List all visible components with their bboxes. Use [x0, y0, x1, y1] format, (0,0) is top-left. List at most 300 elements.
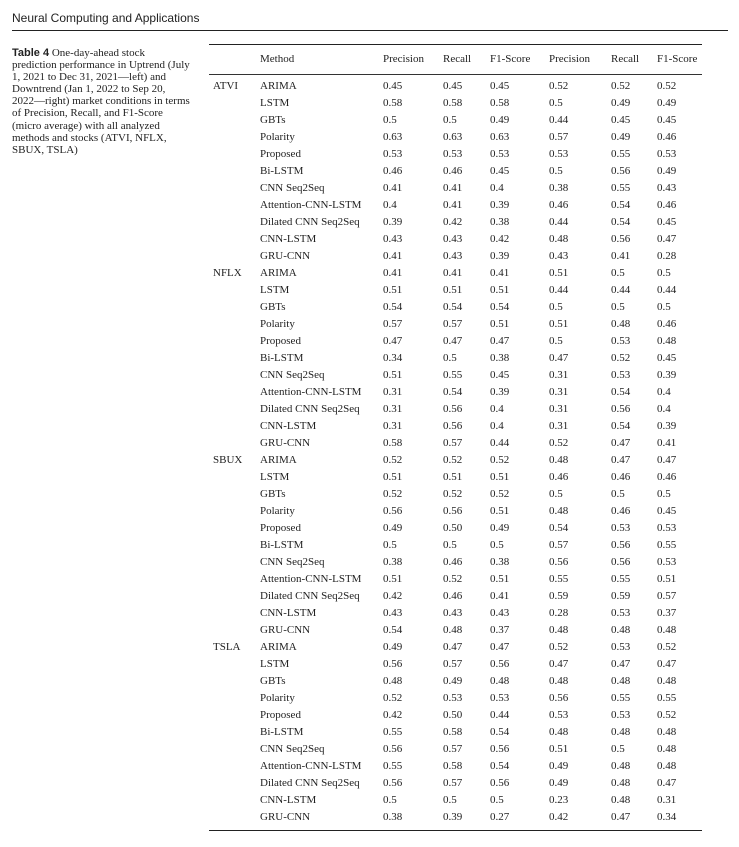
table-row: [209, 350, 702, 367]
cell-recall-uptrend: 0.47: [443, 335, 463, 347]
cell-recall-uptrend: 0.42: [443, 216, 463, 228]
cell-f1-downtrend: 0.37: [657, 607, 677, 619]
cell-f1-downtrend: 0.39: [657, 369, 677, 381]
cell-f1-downtrend: 0.48: [657, 675, 677, 687]
cell-recall-downtrend: 0.41: [611, 250, 631, 262]
cell-precision-downtrend: 0.56: [549, 692, 569, 704]
table-row: [209, 95, 702, 112]
cell-f1-downtrend: 0.52: [657, 80, 677, 92]
cell-precision-downtrend: 0.48: [549, 726, 569, 738]
cell-f1-uptrend: 0.51: [490, 318, 510, 330]
table-row: [209, 605, 702, 622]
cell-f1-downtrend: 0.48: [657, 760, 677, 772]
cell-recall-downtrend: 0.56: [611, 233, 631, 245]
cell-precision-uptrend: 0.42: [383, 590, 403, 602]
cell-recall-downtrend: 0.48: [611, 760, 631, 772]
cell-precision-downtrend: 0.5: [549, 165, 563, 177]
cell-recall-downtrend: 0.49: [611, 131, 631, 143]
cell-recall-downtrend: 0.48: [611, 318, 631, 330]
cell-precision-downtrend: 0.48: [549, 505, 569, 517]
cell-f1-uptrend: 0.48: [490, 675, 510, 687]
cell-precision-downtrend: 0.38: [549, 182, 569, 194]
table-row: [209, 690, 702, 707]
cell-recall-downtrend: 0.53: [611, 522, 631, 534]
cell-recall-downtrend: 0.52: [611, 352, 631, 364]
cell-precision-downtrend: 0.42: [549, 811, 569, 823]
cell-f1-downtrend: 0.53: [657, 148, 677, 160]
cell-f1-uptrend: 0.51: [490, 284, 510, 296]
table-row: [209, 78, 702, 95]
cell-recall-downtrend: 0.53: [611, 607, 631, 619]
cell-recall-uptrend: 0.43: [443, 607, 463, 619]
cell-method: CNN-LSTM: [260, 233, 317, 245]
cell-method: Bi-LSTM: [260, 726, 304, 738]
cell-recall-downtrend: 0.5: [611, 301, 625, 313]
cell-recall-uptrend: 0.5: [443, 114, 457, 126]
cell-method: Dilated CNN Seq2Seq: [260, 216, 360, 228]
cell-precision-uptrend: 0.54: [383, 624, 403, 636]
cell-method: ARIMA: [260, 80, 297, 92]
cell-f1-downtrend: 0.47: [657, 233, 677, 245]
cell-method: Bi-LSTM: [260, 352, 304, 364]
cell-recall-downtrend: 0.47: [611, 454, 631, 466]
table-row: [209, 299, 702, 316]
cell-f1-downtrend: 0.5: [657, 301, 671, 313]
cell-recall-downtrend: 0.53: [611, 709, 631, 721]
cell-recall-uptrend: 0.46: [443, 590, 463, 602]
cell-recall-uptrend: 0.5: [443, 794, 457, 806]
cell-recall-downtrend: 0.46: [611, 505, 631, 517]
cell-recall-uptrend: 0.55: [443, 369, 463, 381]
cell-f1-uptrend: 0.53: [490, 148, 510, 160]
cell-f1-uptrend: 0.51: [490, 573, 510, 585]
table-row: [209, 197, 702, 214]
cell-precision-uptrend: 0.56: [383, 777, 403, 789]
cell-precision-uptrend: 0.57: [383, 318, 403, 330]
cell-f1-uptrend: 0.53: [490, 692, 510, 704]
cell-precision-uptrend: 0.41: [383, 250, 403, 262]
table-header-row: [209, 45, 702, 74]
table-row: [209, 384, 702, 401]
cell-recall-uptrend: 0.54: [443, 386, 463, 398]
table-row: [209, 809, 702, 826]
cell-f1-downtrend: 0.52: [657, 709, 677, 721]
table-row: [209, 333, 702, 350]
cell-f1-downtrend: 0.5: [657, 488, 671, 500]
cell-f1-downtrend: 0.45: [657, 216, 677, 228]
cell-method: Polarity: [260, 505, 295, 517]
cell-precision-uptrend: 0.43: [383, 233, 403, 245]
table-caption: [12, 47, 190, 156]
cell-precision-uptrend: 0.42: [383, 709, 403, 721]
cell-f1-uptrend: 0.41: [490, 590, 510, 602]
cell-method: GBTs: [260, 488, 286, 500]
cell-method: LSTM: [260, 284, 290, 296]
cell-recall-uptrend: 0.63: [443, 131, 463, 143]
table-row: [209, 588, 702, 605]
cell-recall-downtrend: 0.47: [611, 437, 631, 449]
header-f1-uptrend: F1-Score: [490, 53, 531, 65]
cell-method: Proposed: [260, 709, 301, 721]
cell-method: CNN Seq2Seq: [260, 556, 325, 568]
table-row: [209, 673, 702, 690]
table-row: [209, 775, 702, 792]
cell-precision-uptrend: 0.51: [383, 284, 403, 296]
table-row: [209, 537, 702, 554]
cell-recall-downtrend: 0.56: [611, 165, 631, 177]
cell-precision-uptrend: 0.34: [383, 352, 403, 364]
cell-recall-downtrend: 0.55: [611, 182, 631, 194]
cell-f1-downtrend: 0.31: [657, 794, 677, 806]
table-row: [209, 469, 702, 486]
cell-method: GBTs: [260, 114, 286, 126]
cell-precision-uptrend: 0.48: [383, 675, 403, 687]
cell-method: GRU-CNN: [260, 624, 311, 636]
cell-method: Dilated CNN Seq2Seq: [260, 590, 360, 602]
cell-recall-downtrend: 0.56: [611, 539, 631, 551]
table-row: [209, 724, 702, 741]
cell-recall-downtrend: 0.48: [611, 794, 631, 806]
cell-method: GRU-CNN: [260, 250, 311, 262]
cell-precision-downtrend: 0.5: [549, 488, 563, 500]
cell-precision-uptrend: 0.53: [383, 148, 403, 160]
cell-precision-downtrend: 0.47: [549, 352, 569, 364]
cell-method: LSTM: [260, 471, 290, 483]
cell-precision-downtrend: 0.56: [549, 556, 569, 568]
cell-precision-downtrend: 0.57: [549, 131, 569, 143]
running-head: Neural Computing and Applications: [12, 11, 200, 25]
cell-recall-uptrend: 0.39: [443, 811, 463, 823]
cell-precision-uptrend: 0.51: [383, 471, 403, 483]
cell-precision-uptrend: 0.31: [383, 386, 403, 398]
table-body: [209, 75, 702, 830]
cell-f1-downtrend: 0.44: [657, 284, 677, 296]
cell-f1-uptrend: 0.27: [490, 811, 510, 823]
table-row: [209, 129, 702, 146]
cell-method: Dilated CNN Seq2Seq: [260, 403, 360, 415]
header-recall-uptrend: Recall: [443, 53, 472, 65]
cell-precision-uptrend: 0.38: [383, 811, 403, 823]
cell-precision-downtrend: 0.53: [549, 148, 569, 160]
cell-recall-uptrend: 0.57: [443, 743, 463, 755]
cell-precision-uptrend: 0.41: [383, 182, 403, 194]
cell-method: Attention-CNN-LSTM: [260, 760, 362, 772]
cell-precision-uptrend: 0.58: [383, 97, 403, 109]
cell-recall-downtrend: 0.53: [611, 369, 631, 381]
table-row: [209, 503, 702, 520]
cell-method: GRU-CNN: [260, 811, 311, 823]
cell-recall-downtrend: 0.48: [611, 624, 631, 636]
cell-f1-downtrend: 0.49: [657, 97, 677, 109]
cell-recall-downtrend: 0.44: [611, 284, 631, 296]
cell-f1-downtrend: 0.46: [657, 199, 677, 211]
cell-recall-uptrend: 0.52: [443, 488, 463, 500]
cell-precision-uptrend: 0.54: [383, 301, 403, 313]
cell-precision-downtrend: 0.55: [549, 573, 569, 585]
cell-method: Proposed: [260, 522, 301, 534]
cell-recall-uptrend: 0.43: [443, 250, 463, 262]
cell-f1-uptrend: 0.38: [490, 352, 510, 364]
cell-recall-uptrend: 0.57: [443, 777, 463, 789]
cell-f1-uptrend: 0.44: [490, 709, 510, 721]
cell-f1-uptrend: 0.52: [490, 488, 510, 500]
cell-f1-uptrend: 0.42: [490, 233, 510, 245]
header-precision-uptrend: Precision: [383, 53, 424, 65]
cell-recall-uptrend: 0.52: [443, 454, 463, 466]
cell-precision-downtrend: 0.52: [549, 641, 569, 653]
cell-method: Attention-CNN-LSTM: [260, 199, 362, 211]
cell-precision-downtrend: 0.59: [549, 590, 569, 602]
table-row: [209, 180, 702, 197]
cell-recall-uptrend: 0.56: [443, 420, 463, 432]
cell-method: LSTM: [260, 97, 290, 109]
cell-method: Polarity: [260, 318, 295, 330]
table-row: [209, 656, 702, 673]
cell-f1-uptrend: 0.54: [490, 301, 510, 313]
cell-recall-uptrend: 0.53: [443, 692, 463, 704]
cell-method: ARIMA: [260, 267, 297, 279]
cell-recall-uptrend: 0.43: [443, 233, 463, 245]
cell-f1-downtrend: 0.48: [657, 726, 677, 738]
cell-recall-uptrend: 0.57: [443, 437, 463, 449]
table-row: [209, 146, 702, 163]
cell-f1-uptrend: 0.54: [490, 760, 510, 772]
cell-precision-uptrend: 0.56: [383, 658, 403, 670]
cell-method: CNN-LSTM: [260, 607, 317, 619]
cell-precision-downtrend: 0.48: [549, 233, 569, 245]
table-row: [209, 452, 702, 469]
cell-precision-downtrend: 0.5: [549, 301, 563, 313]
cell-recall-uptrend: 0.58: [443, 760, 463, 772]
cell-method: GBTs: [260, 675, 286, 687]
table-row: [209, 571, 702, 588]
cell-f1-downtrend: 0.48: [657, 624, 677, 636]
cell-precision-uptrend: 0.5: [383, 114, 397, 126]
cell-recall-downtrend: 0.45: [611, 114, 631, 126]
cell-f1-downtrend: 0.47: [657, 454, 677, 466]
cell-recall-uptrend: 0.50: [443, 709, 463, 721]
cell-recall-downtrend: 0.53: [611, 335, 631, 347]
cell-f1-uptrend: 0.52: [490, 454, 510, 466]
cell-recall-uptrend: 0.58: [443, 726, 463, 738]
cell-precision-downtrend: 0.52: [549, 437, 569, 449]
cell-f1-uptrend: 0.51: [490, 505, 510, 517]
cell-f1-uptrend: 0.38: [490, 216, 510, 228]
cell-precision-downtrend: 0.49: [549, 760, 569, 772]
cell-f1-downtrend: 0.47: [657, 777, 677, 789]
cell-f1-uptrend: 0.58: [490, 97, 510, 109]
cell-recall-downtrend: 0.48: [611, 675, 631, 687]
cell-precision-uptrend: 0.49: [383, 641, 403, 653]
cell-recall-downtrend: 0.56: [611, 403, 631, 415]
cell-recall-downtrend: 0.5: [611, 743, 625, 755]
table-row: [209, 622, 702, 639]
cell-recall-uptrend: 0.41: [443, 199, 463, 211]
cell-recall-uptrend: 0.46: [443, 556, 463, 568]
cell-precision-downtrend: 0.52: [549, 80, 569, 92]
cell-recall-uptrend: 0.58: [443, 97, 463, 109]
cell-f1-uptrend: 0.39: [490, 199, 510, 211]
cell-precision-downtrend: 0.5: [549, 335, 563, 347]
cell-f1-downtrend: 0.53: [657, 556, 677, 568]
cell-precision-downtrend: 0.47: [549, 658, 569, 670]
cell-f1-downtrend: 0.34: [657, 811, 677, 823]
cell-precision-downtrend: 0.31: [549, 403, 569, 415]
cell-precision-uptrend: 0.46: [383, 165, 403, 177]
cell-method: GRU-CNN: [260, 437, 311, 449]
cell-f1-downtrend: 0.43: [657, 182, 677, 194]
cell-f1-uptrend: 0.56: [490, 658, 510, 670]
table-row: [209, 758, 702, 775]
caption-text: One-day-ahead stock prediction performance in Uptrend (July 1, 2021 to Dec 31, 2021—left) and Downtrend (Jan 1, 2022 to Sep 20, 2022—right) market conditions in terms of Precision, Recall, and F1-Score (micro average) with all analyzed methods and stocks (ATVI, NFLX, SBUX, TSLA): [12, 47, 190, 156]
cell-f1-downtrend: 0.46: [657, 471, 677, 483]
cell-f1-downtrend: 0.48: [657, 335, 677, 347]
cell-recall-downtrend: 0.5: [611, 267, 625, 279]
table-row: [209, 214, 702, 231]
cell-recall-uptrend: 0.46: [443, 165, 463, 177]
cell-precision-uptrend: 0.52: [383, 454, 403, 466]
cell-precision-downtrend: 0.31: [549, 420, 569, 432]
caption-label: Table 4: [12, 47, 50, 59]
cell-method: LSTM: [260, 658, 290, 670]
table-row: [209, 316, 702, 333]
cell-f1-uptrend: 0.49: [490, 522, 510, 534]
cell-precision-downtrend: 0.53: [549, 709, 569, 721]
stock-label: NFLX: [213, 267, 242, 279]
cell-precision-uptrend: 0.43: [383, 607, 403, 619]
header-recall-downtrend: Recall: [611, 53, 640, 65]
cell-recall-downtrend: 0.59: [611, 590, 631, 602]
cell-precision-downtrend: 0.57: [549, 539, 569, 551]
header-rule: [12, 30, 728, 31]
cell-precision-downtrend: 0.48: [549, 675, 569, 687]
cell-precision-uptrend: 0.52: [383, 692, 403, 704]
cell-recall-uptrend: 0.47: [443, 641, 463, 653]
cell-precision-uptrend: 0.31: [383, 403, 403, 415]
cell-recall-uptrend: 0.45: [443, 80, 463, 92]
cell-method: CNN Seq2Seq: [260, 182, 325, 194]
cell-recall-downtrend: 0.56: [611, 556, 631, 568]
cell-f1-uptrend: 0.39: [490, 250, 510, 262]
cell-f1-uptrend: 0.51: [490, 471, 510, 483]
table-row: [209, 401, 702, 418]
table-row: [209, 112, 702, 129]
table-bottom-rule: [209, 830, 702, 831]
cell-f1-uptrend: 0.4: [490, 420, 504, 432]
cell-f1-uptrend: 0.5: [490, 794, 504, 806]
header-method: Method: [260, 53, 295, 65]
cell-f1-uptrend: 0.41: [490, 267, 510, 279]
cell-precision-downtrend: 0.48: [549, 454, 569, 466]
cell-precision-uptrend: 0.63: [383, 131, 403, 143]
cell-recall-downtrend: 0.48: [611, 777, 631, 789]
cell-recall-uptrend: 0.50: [443, 522, 463, 534]
cell-f1-uptrend: 0.54: [490, 726, 510, 738]
table-row: [209, 792, 702, 809]
cell-precision-uptrend: 0.5: [383, 539, 397, 551]
cell-recall-uptrend: 0.51: [443, 471, 463, 483]
cell-method: Polarity: [260, 692, 295, 704]
table-row: [209, 265, 702, 282]
cell-recall-downtrend: 0.55: [611, 573, 631, 585]
cell-recall-uptrend: 0.56: [443, 403, 463, 415]
cell-method: CNN-LSTM: [260, 794, 317, 806]
cell-recall-downtrend: 0.47: [611, 658, 631, 670]
cell-precision-uptrend: 0.56: [383, 505, 403, 517]
cell-precision-uptrend: 0.45: [383, 80, 403, 92]
table-row: [209, 486, 702, 503]
cell-recall-downtrend: 0.5: [611, 488, 625, 500]
cell-recall-uptrend: 0.52: [443, 573, 463, 585]
cell-f1-downtrend: 0.4: [657, 403, 671, 415]
cell-f1-uptrend: 0.43: [490, 607, 510, 619]
cell-f1-downtrend: 0.48: [657, 743, 677, 755]
cell-f1-uptrend: 0.45: [490, 80, 510, 92]
table-row: [209, 418, 702, 435]
cell-f1-downtrend: 0.49: [657, 165, 677, 177]
cell-recall-uptrend: 0.41: [443, 267, 463, 279]
cell-precision-uptrend: 0.49: [383, 522, 403, 534]
cell-precision-downtrend: 0.46: [549, 199, 569, 211]
table-row: [209, 435, 702, 452]
stock-label: ATVI: [213, 80, 239, 92]
cell-f1-uptrend: 0.39: [490, 386, 510, 398]
cell-precision-uptrend: 0.39: [383, 216, 403, 228]
cell-recall-downtrend: 0.55: [611, 692, 631, 704]
cell-recall-downtrend: 0.55: [611, 148, 631, 160]
cell-precision-uptrend: 0.51: [383, 369, 403, 381]
cell-f1-downtrend: 0.45: [657, 505, 677, 517]
cell-precision-uptrend: 0.56: [383, 743, 403, 755]
cell-f1-uptrend: 0.44: [490, 437, 510, 449]
cell-precision-downtrend: 0.23: [549, 794, 569, 806]
cell-recall-downtrend: 0.46: [611, 471, 631, 483]
cell-precision-uptrend: 0.5: [383, 794, 397, 806]
cell-f1-uptrend: 0.4: [490, 182, 504, 194]
cell-f1-downtrend: 0.41: [657, 437, 677, 449]
cell-precision-downtrend: 0.44: [549, 114, 569, 126]
cell-f1-uptrend: 0.5: [490, 539, 504, 551]
cell-recall-uptrend: 0.5: [443, 539, 457, 551]
cell-precision-downtrend: 0.28: [549, 607, 569, 619]
cell-recall-downtrend: 0.48: [611, 726, 631, 738]
cell-f1-uptrend: 0.45: [490, 369, 510, 381]
cell-recall-uptrend: 0.56: [443, 505, 463, 517]
cell-f1-uptrend: 0.38: [490, 556, 510, 568]
cell-precision-uptrend: 0.47: [383, 335, 403, 347]
cell-recall-uptrend: 0.57: [443, 658, 463, 670]
cell-precision-uptrend: 0.58: [383, 437, 403, 449]
cell-recall-uptrend: 0.41: [443, 182, 463, 194]
cell-recall-downtrend: 0.49: [611, 97, 631, 109]
cell-precision-downtrend: 0.48: [549, 624, 569, 636]
cell-f1-downtrend: 0.46: [657, 131, 677, 143]
cell-precision-downtrend: 0.44: [549, 284, 569, 296]
cell-precision-uptrend: 0.31: [383, 420, 403, 432]
cell-method: GBTs: [260, 301, 286, 313]
cell-method: Polarity: [260, 131, 295, 143]
cell-recall-uptrend: 0.53: [443, 148, 463, 160]
cell-precision-uptrend: 0.55: [383, 760, 403, 772]
cell-f1-downtrend: 0.28: [657, 250, 677, 262]
cell-recall-downtrend: 0.54: [611, 420, 631, 432]
cell-f1-uptrend: 0.37: [490, 624, 510, 636]
table-row: [209, 554, 702, 571]
stock-label: TSLA: [213, 641, 241, 653]
stock-label: SBUX: [213, 454, 243, 466]
cell-f1-downtrend: 0.45: [657, 114, 677, 126]
cell-recall-downtrend: 0.54: [611, 216, 631, 228]
